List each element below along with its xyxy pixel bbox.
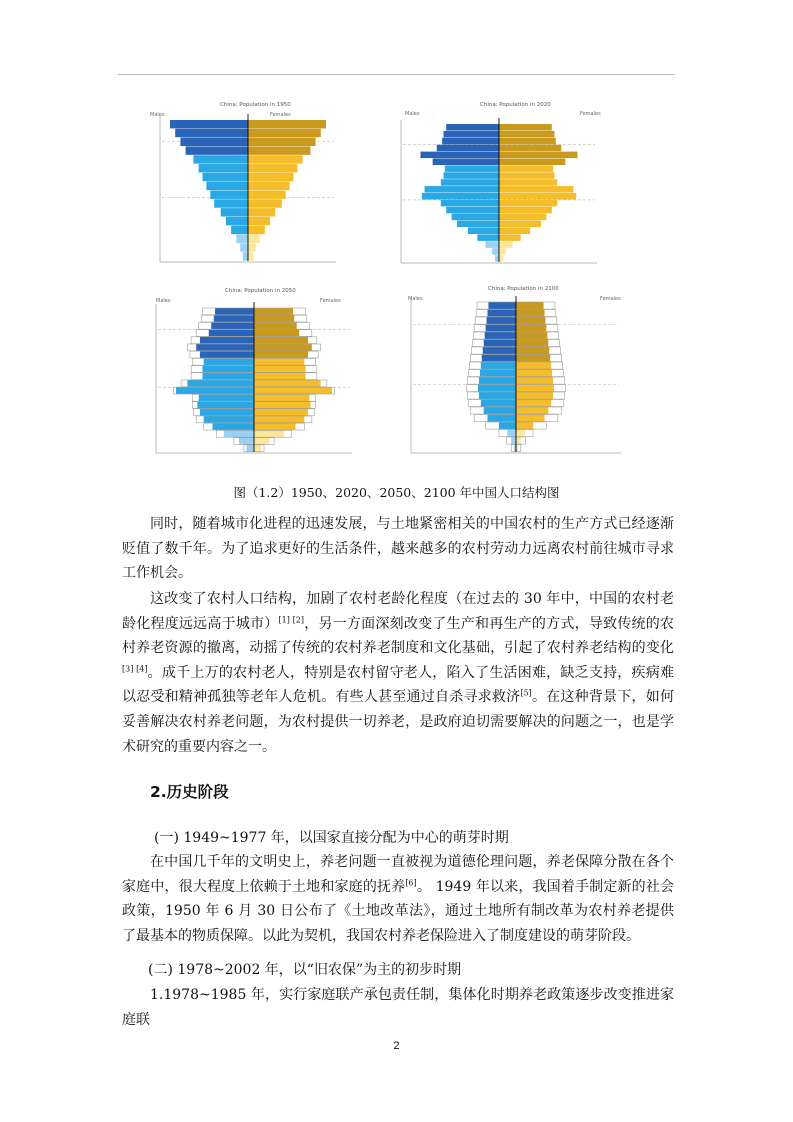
pyramid-title: China: Population in 1950 (220, 102, 291, 108)
female-bar (254, 351, 308, 358)
female-bar (254, 409, 308, 416)
male-bar (484, 407, 516, 414)
females-label: Females (600, 296, 621, 302)
male-bar (443, 172, 499, 179)
female-bar (499, 145, 561, 152)
female-bar (516, 407, 548, 414)
male-bar (215, 308, 254, 315)
pyramid-chart (120, 284, 375, 469)
paragraph-text: 。 1949 年以来，我国着手制定新的社会政策，1950 年 6 月 30 日公布了《土地改革法》，通过土地所有制改革为农村养老提供了最基本的物质保障。以此为契机，我国农村养老保险进入了制度建设的萌芽阶段。 (122, 878, 674, 944)
male-bar (486, 325, 516, 332)
pyramid-title: China: Population in 2050 (225, 288, 296, 294)
female-bar (499, 131, 555, 138)
male-bar (224, 430, 254, 437)
female-bar (248, 138, 316, 146)
male-bar (507, 430, 516, 437)
male-bar (433, 159, 499, 166)
female-bar (254, 423, 295, 430)
female-bar (499, 234, 521, 241)
female-bar (254, 402, 311, 409)
male-bar (488, 302, 516, 309)
male-bar (199, 164, 248, 172)
female-bar (248, 173, 294, 181)
males-label: Males (405, 111, 420, 117)
male-bar (196, 344, 254, 351)
male-bar (213, 423, 254, 430)
female-bar (499, 228, 530, 235)
female-bar (499, 172, 555, 179)
male-bar (210, 191, 248, 199)
female-bar (254, 315, 294, 322)
male-bar (477, 234, 499, 241)
male-bar (199, 394, 254, 401)
male-bar (203, 173, 249, 181)
male-bar (488, 415, 517, 422)
female-bar (499, 124, 552, 131)
paragraph-text: 。成千上万的农村老人，特别是农村留守老人，陷入了生活困难，缺乏支持，疾病难以忍受和精神孤独等老年人危机。有些人甚至通过自杀寻求救济 (122, 664, 675, 706)
male-bar (202, 366, 254, 373)
female-bar (516, 310, 545, 317)
male-bar (441, 200, 499, 207)
male-bar (483, 347, 516, 354)
male-bar (478, 385, 516, 392)
female-bar (499, 221, 541, 228)
female-bar (499, 165, 553, 172)
header-rule (118, 74, 675, 75)
female-bar (516, 400, 551, 407)
male-bar (200, 409, 254, 416)
female-bar (499, 152, 578, 159)
male-bar (446, 207, 499, 214)
female-bar (499, 248, 506, 255)
male-bar (487, 317, 516, 324)
male-bar (488, 310, 517, 317)
male-bar (479, 377, 516, 384)
citation: [1] [2] (278, 614, 304, 624)
female-bar (254, 308, 293, 315)
citation: [5] (520, 688, 532, 698)
pyramid-title: China: Population in 2020 (480, 102, 551, 108)
female-bar (254, 416, 304, 423)
male-bar (484, 340, 516, 347)
subsection-title (154, 826, 706, 851)
males-label: Males (150, 112, 165, 118)
female-bar (516, 362, 551, 369)
male-bar (441, 179, 499, 186)
female-bar (248, 182, 290, 190)
female-bar (248, 208, 275, 216)
subsection-text: (二) 1978~2002 年，以“旧农保”为主的初步时期 (148, 962, 462, 978)
male-bar (479, 392, 516, 399)
pyramid-chart (378, 284, 650, 469)
female-bar (248, 120, 326, 128)
female-bar (254, 330, 299, 337)
subsection-text: (一) 1949~1977 年，以国家直接分配为中心的萌芽时期 (154, 830, 509, 846)
female-bar (499, 255, 503, 262)
paragraph-history (122, 850, 674, 948)
male-bar (420, 152, 499, 159)
male-bar (457, 221, 499, 228)
male-bar (202, 373, 254, 380)
male-bar (226, 217, 248, 225)
male-bar (204, 358, 254, 365)
female-bar (516, 332, 547, 339)
female-bar (499, 186, 573, 193)
female-bar (516, 385, 554, 392)
female-bar (248, 252, 253, 260)
females-label: Females (320, 298, 341, 304)
female-bar (254, 337, 308, 344)
paragraph-text: 这改变了农村人口结构，加剧了农村老龄化程度（在过去的 30 年中，中国的农村老龄化程度远远高于城市） (122, 591, 674, 632)
citation: [6] (405, 877, 417, 887)
female-bar (499, 179, 557, 186)
male-bar (211, 322, 254, 329)
male-bar (186, 146, 248, 154)
male-bar (442, 138, 499, 145)
female-bar (254, 394, 309, 401)
male-bar (214, 315, 254, 322)
pyramid-2100 (378, 284, 650, 469)
female-bar (254, 322, 297, 329)
female-bar (254, 373, 306, 380)
male-bar (499, 422, 516, 429)
male-bar (481, 362, 516, 369)
male-bar (236, 235, 248, 243)
male-bar (445, 165, 499, 172)
male-bar (425, 186, 499, 193)
female-bar (254, 430, 284, 437)
females-label: Females (580, 111, 601, 117)
female-bar (254, 366, 306, 373)
paragraph-text: ，另一方面深刻改变了生产和再生产的方式，导致传统的农村养老资源的撤离，动摇了传统的农村养老制度和文化基础，引起了农村养老结构的变化 (122, 615, 675, 657)
male-bar (180, 138, 248, 146)
male-bar (492, 248, 499, 255)
female-bar (254, 387, 332, 394)
female-bar (248, 191, 286, 199)
female-bar (516, 437, 521, 444)
pyramid-chart (120, 96, 370, 276)
section-heading: 2.历史阶段 (150, 783, 229, 801)
male-bar (446, 124, 499, 131)
male-bar (176, 387, 254, 394)
male-bar (482, 355, 516, 362)
female-bar (516, 430, 525, 437)
female-bar (516, 317, 545, 324)
female-bar (254, 380, 321, 387)
male-bar (437, 145, 499, 152)
male-bar (422, 193, 499, 200)
female-bar (248, 243, 256, 251)
male-bar (485, 332, 516, 339)
paragraph-rural-structure (122, 587, 674, 759)
male-bar (240, 243, 248, 251)
female-bar (499, 138, 556, 145)
female-bar (516, 347, 549, 354)
female-bar (254, 358, 304, 365)
female-bar (499, 193, 576, 200)
males-label: Males (156, 298, 171, 304)
paragraph-text: 1.1978~1985 年，实行家庭联产承包责任制，集体化时期养老政策逐步改变推进家庭联 (122, 987, 674, 1028)
male-bar (246, 445, 254, 452)
male-bar (193, 155, 248, 163)
female-bar (254, 344, 312, 351)
male-bar (187, 380, 254, 387)
females-label: Females (270, 112, 291, 118)
female-bar (516, 355, 550, 362)
males-label: Males (408, 296, 423, 302)
male-bar (231, 226, 248, 234)
paragraph-text: 在中国几千年的文明史上，养老问题一直被视为道德伦理问题，养老保障分散在各个家庭中，很大程度上依赖于土地和家庭的抚养 (122, 854, 674, 895)
female-bar (499, 159, 565, 166)
paragraph-text: 。在这种背景下，如何妥善解决农村养老问题，为农村提供一切养老，是政府迫切需要解决的问题之一，也是学术研究的重要内容之一。 (122, 689, 675, 755)
male-bar (468, 228, 499, 235)
male-bar (452, 214, 499, 221)
female-bar (499, 207, 552, 214)
female-bar (248, 226, 265, 234)
male-bar (481, 400, 516, 407)
figure-caption: 图（1.2）1950、2020、2050、2100 年中国人口结构图 (233, 485, 560, 500)
female-bar (516, 422, 533, 429)
male-bar (175, 129, 248, 137)
pyramid-title: China: Population in 2100 (488, 286, 559, 292)
female-bar (499, 214, 546, 221)
male-bar (204, 416, 254, 423)
female-bar (516, 392, 553, 399)
female-bar (248, 155, 303, 163)
citation: [3] [4] (122, 664, 148, 674)
subsection-title (148, 958, 700, 983)
pyramid-chart (370, 96, 630, 276)
female-bar (248, 146, 310, 154)
male-bar (197, 402, 254, 409)
male-bar (206, 182, 248, 190)
female-bar (516, 377, 553, 384)
male-bar (214, 199, 248, 207)
female-bar (516, 370, 552, 377)
female-bar (516, 302, 544, 309)
male-bar (243, 252, 248, 260)
female-bar (248, 217, 270, 225)
female-bar (248, 199, 282, 207)
female-bar (254, 438, 269, 445)
pyramid-2050 (120, 284, 375, 469)
female-bar (516, 415, 545, 422)
paragraph-text: 同时，随着城市化进程的迅速发展，与土地紧密相关的中国农村的生产方式已经逐渐贬值了数千年。为了追求更好的生活条件，越来越多的农村劳动力远离农村前往城市寻求工作机会。 (122, 516, 674, 582)
female-bar (248, 235, 260, 243)
female-bar (499, 241, 513, 248)
male-bar (200, 351, 254, 358)
female-bar (516, 340, 548, 347)
male-bar (239, 438, 254, 445)
male-bar (170, 120, 248, 128)
pyramid-1950 (120, 96, 370, 276)
population-pyramid-figure (110, 96, 690, 476)
male-bar (221, 208, 248, 216)
female-bar (499, 200, 557, 207)
male-bar (485, 241, 499, 248)
pyramid-2020 (370, 96, 630, 276)
female-bar (248, 129, 321, 137)
page-number: 2 (393, 1040, 400, 1052)
male-bar (443, 131, 499, 138)
female-bar (516, 325, 546, 332)
male-bar (209, 330, 254, 337)
paragraph-reform (122, 983, 674, 1032)
male-bar (480, 370, 516, 377)
male-bar (511, 437, 516, 444)
male-bar (200, 337, 254, 344)
male-bar (495, 255, 499, 262)
paragraph-urbanization (122, 512, 674, 586)
female-bar (248, 164, 297, 172)
female-bar (254, 445, 262, 452)
